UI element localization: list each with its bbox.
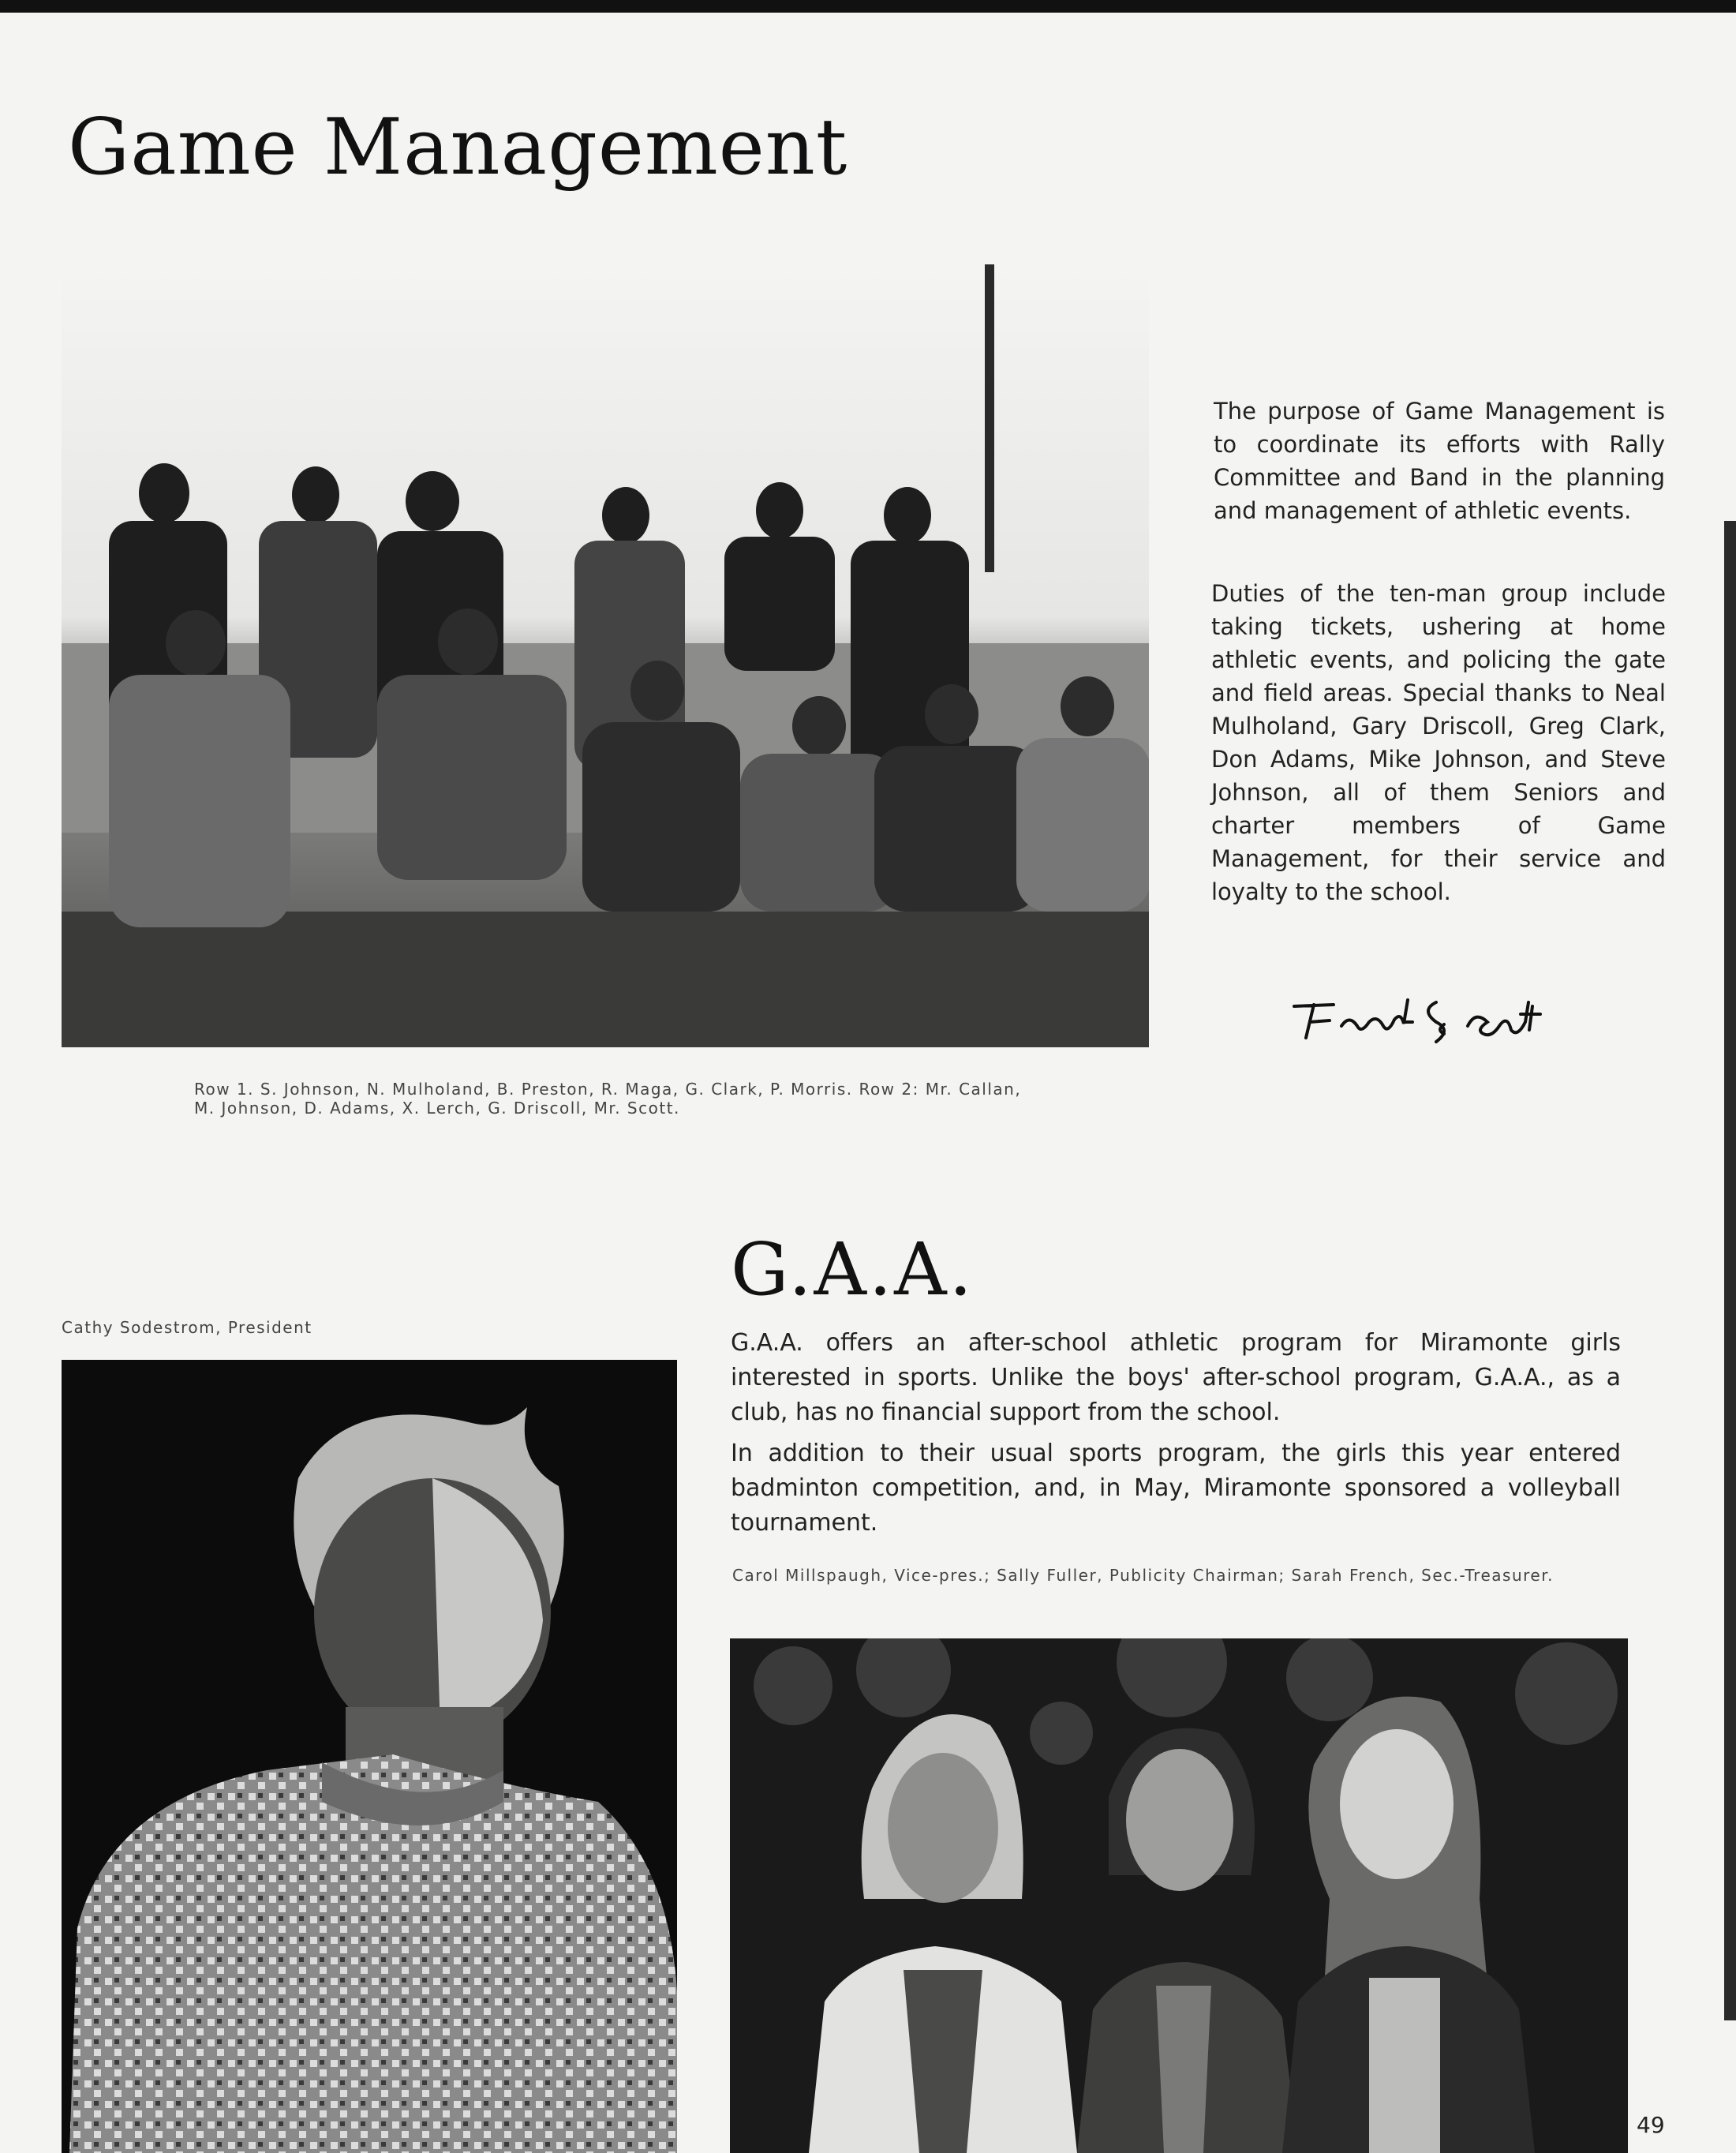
page-gutter-edge xyxy=(1724,521,1736,2020)
president-caption: Cathy Sodestrom, President xyxy=(62,1318,312,1337)
president-portrait-photo xyxy=(62,1360,677,2153)
gaa-title: G.A.A. xyxy=(731,1227,975,1312)
gaa-activities-paragraph: In addition to their usual sports program, the girls this year entered badminton competition, and, in May, Miramonte sponsored a volleyball tournament. xyxy=(731,1440,1621,1537)
game-management-duties-paragraph: Duties of the ten-man group include taking tickets, ushering at home athletic events, and policing the gate and field areas. Special thanks to Neal Mulholand, Gary Driscoll, Greg Clark, Don Adams, Mike Johnson, and Steve Johnson, all of them Seniors and charter members of Game Management, for their service and loyalty to the school. xyxy=(1211,580,1666,905)
game-management-group-photo xyxy=(62,264,1149,1047)
gaa-officers-caption: Carol Millspaugh, Vice-pres.; Sally Fuller, Publicity Chairman; Sarah French, Sec.-Treasurer. xyxy=(732,1566,1554,1585)
gaa-officers-photo xyxy=(730,1638,1628,2153)
game-management-title: Game Management xyxy=(68,103,848,193)
page-top-edge xyxy=(0,0,1736,13)
page-number: 49 xyxy=(1637,2112,1665,2138)
game-management-purpose-paragraph: The purpose of Game Management is to coordinate its efforts with Rally Committee and Band in the planning and management of athletic events. xyxy=(1214,398,1665,524)
advisor-signature xyxy=(1286,990,1578,1056)
gaa-program-paragraph: G.A.A. offers an after-school athletic program for Miramonte girls interested in sports. Unlike the boys' after-school program, G.A.A., as a club, has no financial support from the school. xyxy=(731,1329,1621,1426)
game-management-photo-caption: Row 1. S. Johnson, N. Mulholand, B. Preston, R. Maga, G. Clark, P. Morris. Row 2: Mr. Callan, M. Johnson, D. Adams, X. Lerch, G. Driscoll, Mr. Scott. xyxy=(194,1080,1022,1118)
